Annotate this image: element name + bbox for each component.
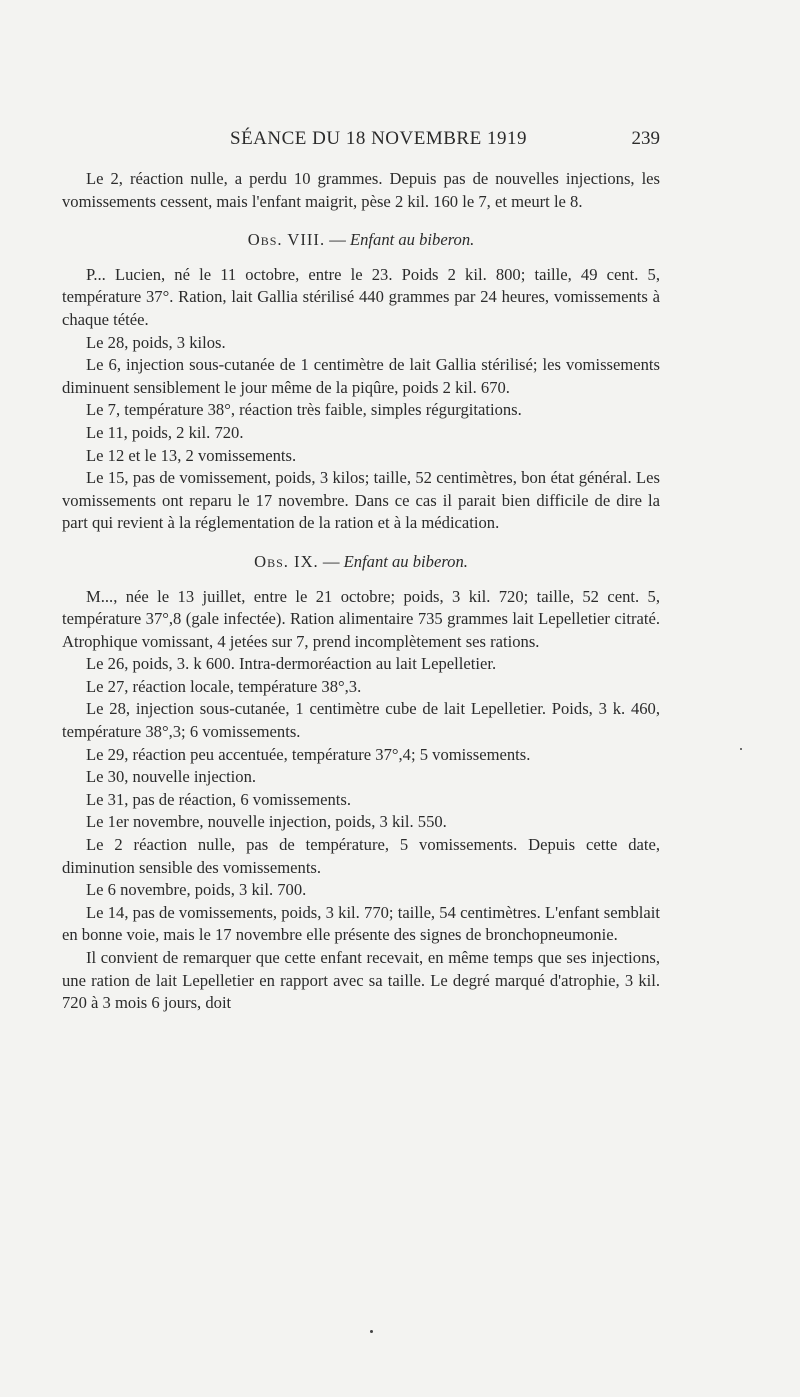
paragraph: Le 30, nouvelle injection.: [86, 767, 257, 787]
paper-speck: [740, 748, 742, 750]
paragraph: Le 6, injection sous-cutanée de 1 centimètre de lait Gallia stérilisé; les vomissements diminuent sensiblement le jour même de la piqûre, poids 2 kil. 670.: [62, 355, 660, 397]
paragraph: Le 2, réaction nulle, a perdu 10 grammes. Depuis pas de nouvelles injections, les vomissements cessent, mais l'enfant maigrit, pèse 2 kil. 160 le 7, et meurt le 8.: [62, 169, 660, 211]
heading-separator: —: [325, 230, 350, 250]
paragraph: Le 15, pas de vomissement, poids, 3 kilos; taille, 52 centimètres, bon état général. Les vomissements ont reparu le 17 novembre. Dans ce cas il parait bien difficile de dire la part qui revient à la réglementation de la ration et à la médication.: [62, 468, 660, 533]
page-number: 239: [631, 128, 660, 149]
paragraph: Le 14, pas de vomissements, poids, 3 kil. 770; taille, 54 centimètres. L'enfant semblait en bonne voie, mais le 17 novembre elle présente des signes de bronchopneumonie.: [62, 902, 660, 945]
observation-title: Enfant au biberon.: [349, 230, 475, 250]
observation-heading-ix: [62, 551, 660, 574]
page-header: [80, 128, 660, 158]
paragraph: Le 29, réaction peu accentuée, température 37°,4; 5 vomissements.: [86, 744, 531, 764]
paragraph: Le 26, poids, 3. k 600. Intra-dermoréaction au lait Lepelletier.: [86, 654, 497, 674]
observation-heading-viii: [62, 229, 660, 252]
observation-label: Obs. VIII.: [247, 230, 326, 250]
paragraph: Le 28, injection sous-cutanée, 1 centimètre cube de lait Lepelletier. Poids, 3 k. 460, température 38°,3; 6 vomissements.: [62, 699, 660, 742]
running-head: SÉANCE DU 18 NOVEMBRE 1919: [230, 128, 527, 149]
paragraph: Le 2 réaction nulle, pas de température, 5 vomissements. Depuis cette date, diminution sensible des vomissements.: [62, 835, 660, 877]
paragraph: Il convient de remarquer que cette enfant recevait, en même temps que ses injections, une ration de lait Lepelletier en rapport avec sa taille. Le degré marqué d'atrophie, 3 kil. 720 à 3 mois 6 jours, doit: [62, 948, 660, 1013]
paragraph: Le 31, pas de réaction, 6 vomissements.: [86, 789, 351, 809]
paper-speck: [370, 1330, 373, 1333]
body-text: [62, 168, 660, 1015]
paragraph: Le 27, réaction locale, température 38°,3.: [86, 676, 362, 696]
paragraph: Le 11, poids, 2 kil. 720.: [86, 422, 244, 442]
paragraph: Le 7, température 38°, réaction très faible, simples régurgitations.: [86, 400, 522, 420]
heading-separator: —: [318, 551, 344, 571]
paragraph: P... Lucien, né le 11 octobre, entre le 23. Poids 2 kil. 800; taille, 49 cent. 5, température 37°. Ration, lait Gallia stérilisé 440 grammes par 24 heures, vomissements à chaque tétée.: [62, 264, 660, 329]
paragraph: Le 12 et le 13, 2 vomissements.: [86, 445, 297, 465]
paragraph: M..., née le 13 juillet, entre le 21 octobre; poids, 3 kil. 720; taille, 52 cent. 5, température 37°,8 (gale infectée). Ration alimentaire 735 grammes lait Lepelletier citraté. Atrophique vomissant, 4 jetées sur 7, prend incomplètement ses rations.: [62, 586, 660, 651]
observation-title: Enfant au biberon.: [343, 551, 468, 571]
paragraph: Le 6 novembre, poids, 3 kil. 700.: [86, 880, 307, 900]
paragraph: Le 1er novembre, nouvelle injection, poids, 3 kil. 550.: [86, 812, 447, 832]
paragraph: Le 28, poids, 3 kilos.: [86, 332, 226, 352]
observation-label: Obs. IX.: [254, 551, 319, 571]
